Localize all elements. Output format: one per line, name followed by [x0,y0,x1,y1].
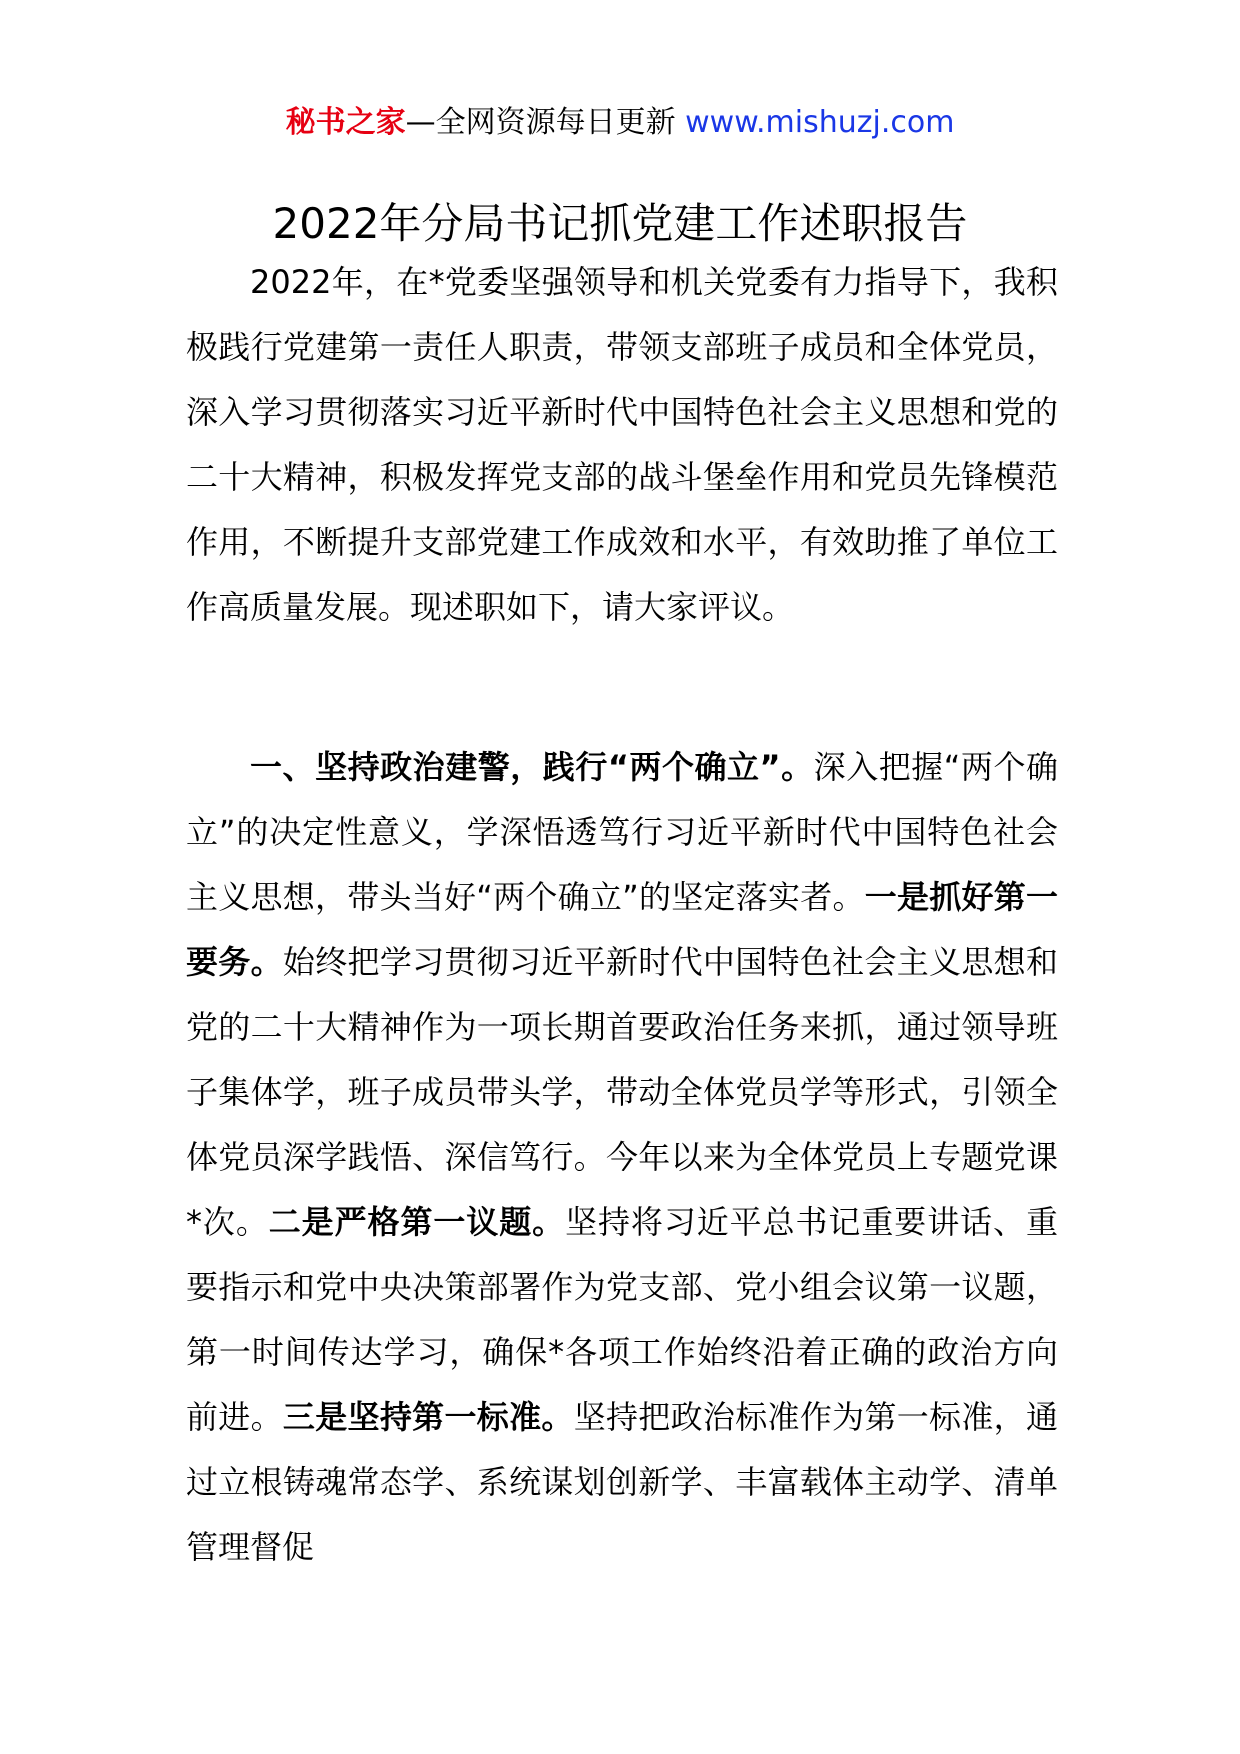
section-1-lead: 深入把握“两个确立”的决定性意义，学深悟透笃行习近平新时代中国特色社会主义思想，带头当好“两个确立”的坚定落实者。 [186,748,1058,916]
section-1-paragraph [186,735,1058,1580]
point-3-heading: 三是坚持第一标准。 [282,1398,574,1436]
document-title: 2022年分局书记抓党建工作述职报告 [272,199,968,248]
point-2-text: 坚持将习近平总书记重要讲话、重要指示和党中央决策部署作为党支部、党小组会议第一议题，第一时间传达学习，确保*各项工作始终沿着正确的政治方向前进。 [186,1203,1058,1436]
point-1-text: 始终把学习贯彻习近平新时代中国特色社会主义思想和党的二十大精神作为一项长期首要政治任务来抓，通过领导班子集体学，班子成员带头学，带动全体党员学等形式，引领全体党员深学践悟、深信笃行。今年以来为全体党员上专题党课*次。 [186,943,1058,1241]
site-header [0,98,1240,148]
point-3-text: 坚持把政治标准作为第一标准，通过立根铸魂常态学、系统谋划创新学、丰富载体主动学、清单管理督促 [186,1398,1058,1566]
header-slogan: —全网资源每日更新 [405,105,676,140]
section-1-heading: 一、坚持政治建警，践行“两个确立”。 [250,748,814,786]
intro-paragraph: 2022年，在*党委坚强领导和机关党委有力指导下，我积极践行党建第一责任人职责，带领支部班子成员和全体党员，深入学习贯彻落实习近平新时代中国特色社会主义思想和党的二十大精神，积极发挥党支部的战斗堡垒作用和党员先锋模范作用，不断提升支部党建工作成效和水平，有效助推了单位工作高质量发展。现述职如下，请大家评议。 [186,263,1058,626]
brand-name: 秘书之家 [285,105,406,140]
point-2-heading: 二是严格第一议题。 [268,1203,566,1241]
site-url-link[interactable]: www.mishuzj.com [685,105,955,140]
point-1-heading: 一是抓好第一要务。 [186,878,1058,981]
